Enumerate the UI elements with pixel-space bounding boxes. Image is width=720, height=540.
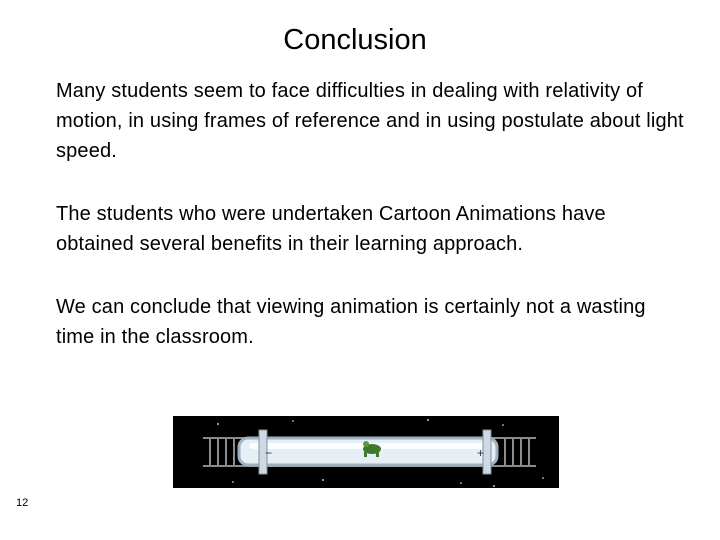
- minus-sign: −: [265, 446, 273, 460]
- plus-sign: +: [477, 446, 485, 460]
- right-post: [483, 430, 491, 474]
- slide-title: Conclusion: [283, 24, 427, 56]
- bullet-item: Many students seem to face difficulties in dealing with relativity of motion, in using frames of reference and in using postulate about light speed.: [56, 80, 684, 162]
- slide-number: 12: [16, 497, 29, 509]
- bullet-item: We can conclude that viewing animation is certainly not a wasting time in the classroom.: [56, 296, 646, 348]
- bullet-item: The students who were undertaken Cartoon Animations have obtained several benefits in their learning approach.: [56, 203, 606, 255]
- animation-illustration: [173, 416, 559, 488]
- bullet-list: [56, 76, 686, 385]
- animation-still: [173, 416, 559, 488]
